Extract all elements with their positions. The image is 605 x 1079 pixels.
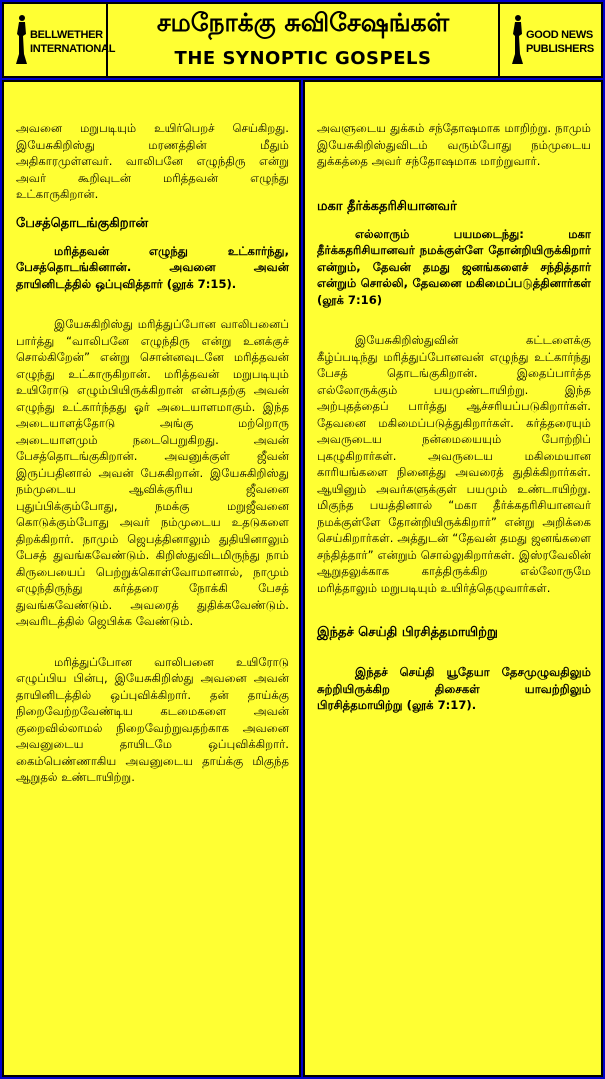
left-paragraph-1: அவனை மறுபடியும் உயிர்பெறச் செய்கிறது. இயேசுகிறிஸ்து மரணத்தின் மீதும் அதிகாரமுள்ளவர். வாலிபனே எழுந்திரு என்று அவர் கூறிவுடன் மரித்தவன் எழுந்து உட்காருகிறான். <box>16 121 289 201</box>
title-box <box>108 4 500 76</box>
good-news-figure-icon <box>510 14 524 66</box>
right-logo-box <box>500 4 601 76</box>
left-logo-box <box>4 4 116 76</box>
left-paragraph-2: இயேசுகிறிஸ்து மரித்துப்போன வாலிபனைப் பார்த்து “வாலிபனே எழுந்திரு என்று உனக்குச் சொல்கிறேன்” என்று சொன்னவுடனே மரித்தவன் எழுந்து உட்காருகிறான். மரித்தவன் மறுபடியும் உயிரோடு எழும்பியிருக்கிறான் என்பதற்கு அவன் எழுந்து உட்கார்ந்தது ஓர் அடையாளமாகும். இந்த அடையாளத்தோடு அங்கு மற்றொரு அடையாளமும் நடைபெறுகிறது. அவன் பேசத்தொடங்குகிறான். அவனுக்குள் ஜீவன் இருப்பதினால் அவன் பேசுகிறான். இயேசுகிறிஸ்து நம்முடைய ஆவிக்குரிய ஜீவனை புதுப்பிக்கும்போது, நமக்கு மறுஜீவனை கொடுக்கும்போது அவர் நம்முடைய உதடுகளை திறக்கிறார். நாமும் ஜெபத்தினாலும் துதியினாலும் பேசத் துவங்கவேண்டும். கிறிஸ்துவிடமிருந்து நாம் கிருபையைப் பெற்றுக்கொள்வோமானால், நாமும் எழுந்திருந்து கர்த்தரை நோக்கி பேசத் துவங்கவேண்டும். அவரைத் துதிக்கவேண்டும். அவரிடத்தில் ஜெபிக்க வேண்டும். <box>16 317 289 628</box>
right-quote-2: இந்தச் செய்தி யூதேயா தேசமுழுவதிலும் சுற்றியிருக்கிற திசைகள் யாவற்றிலும் பிரசித்தமாயிற்று (லூக் 7:17). <box>317 665 591 712</box>
left-quote-1: மரித்தவன் எழுந்து உட்கார்ந்து, பேசத்தொடங்கினான். அவனை அவன் தாயினிடத்தில் ஒப்புவித்தார் (லூக் 7:15). <box>16 243 289 291</box>
bellwether-figure-icon <box>14 14 28 66</box>
bellwether-logo <box>14 14 116 66</box>
page-header <box>2 2 603 78</box>
left-column <box>2 80 301 1077</box>
right-heading-2: இந்தச் செய்தி பிரசித்தமாயிற்று <box>317 625 498 640</box>
right-heading-1: மகா தீர்க்கதரிசியானவர் <box>317 198 457 214</box>
right-column <box>303 80 603 1077</box>
good-news-logo-text: GOOD NEWS PUBLISHERS <box>526 29 594 55</box>
page-title-tamil: சமநோக்கு சுவிசேஷங்கள் <box>156 8 450 37</box>
left-paragraph-3: மரித்துப்போன வாலிபனை உயிரோடு எழுப்பிய பின்பு, இயேசுகிறிஸ்து அவனை அவன் தாயினிடத்தில் ஒப்புவிக்கிறார். தன் தாய்க்கு நிறைவேற்றவேண்டிய கடமைகளை அவன் குறைவில்லாமல் நிறைவேற்றுவதற்காக அவனை அவனுடைய தாயிடமே ஒப்புவிக்கிறார். கைம்பெண்ணாகிய அவனுடைய தாய்க்கு மிகுந்த ஆறுதல் உண்டாயிற்று. <box>16 654 289 784</box>
right-quote-1: எல்லாரும் பயமடைந்து: மகா தீர்க்கதரிசியானவர் நமக்குள்ளே தோன்றியிருக்கிறார் என்றும், தேவன் தமது ஜனங்களைச் சந்தித்தார் என்றும் சொல்லி, தேவனை மகிமைப்படுத்தினார்கள் (லூக் 7:16) <box>317 226 591 307</box>
left-heading-1: பேசத்தொடங்குகிறான் <box>16 215 149 231</box>
right-paragraph-1: அவளுடைய துக்கம் சந்தோஷமாக மாறிற்று. நாமும் இயேசுகிறிஸ்துவிடம் வரும்போது நம்முடைய துக்கத்தை அவர் சந்தோஷமாக மாற்றுவார். <box>317 121 591 168</box>
good-news-logo <box>510 14 596 66</box>
page-title-english: THE SYNOPTIC GOSPELS <box>174 48 432 69</box>
right-paragraph-2: இயேசுகிறிஸ்துவின் கட்டளைக்கு கீழ்ப்படிந்து மரித்துப்போனவன் எழுந்து உட்கார்ந்து பேசத் தொடங்குகிறான். இதைப்பார்த்த எல்லோருக்கும் பயமுண்டாயிற்று. இந்த அற்புதத்தைப் பார்த்து ஆச்சரியப்படுகிறார்கள். தேவனை மகிமைப்படுத்துகிறார்கள். கர்த்தரையும் அவருடைய நன்மையையும் போற்றிப் புகழுகிறார்கள். அவருடைய மகிமையான காரியங்களை நினைத்து அவரைத் துதிக்கிறார்கள். ஆயினும் அவர்களுக்குள் பயமும் உண்டாயிற்று. மிகுந்த பயத்தினால் “மகா தீர்க்கதரிசியானவர் நமக்குள்ளே தோன்றியிருக்கிறார்” என்று அறிக்கை செய்கிறார்கள். அத்துடன் “தேவன் தமது ஜனங்களை சந்தித்தார்” என்றும் சொல்லுகிறார்கள். இஸ்ரவேலின் ஆறுதலுக்காக காத்திருக்கிற எல்லோருமே மரித்தாலும் மறுபடியும் உயிர்த்தெழுவார்கள். <box>317 333 591 595</box>
bellwether-logo-text: BELLWETHER INTERNATIONAL <box>30 29 116 55</box>
